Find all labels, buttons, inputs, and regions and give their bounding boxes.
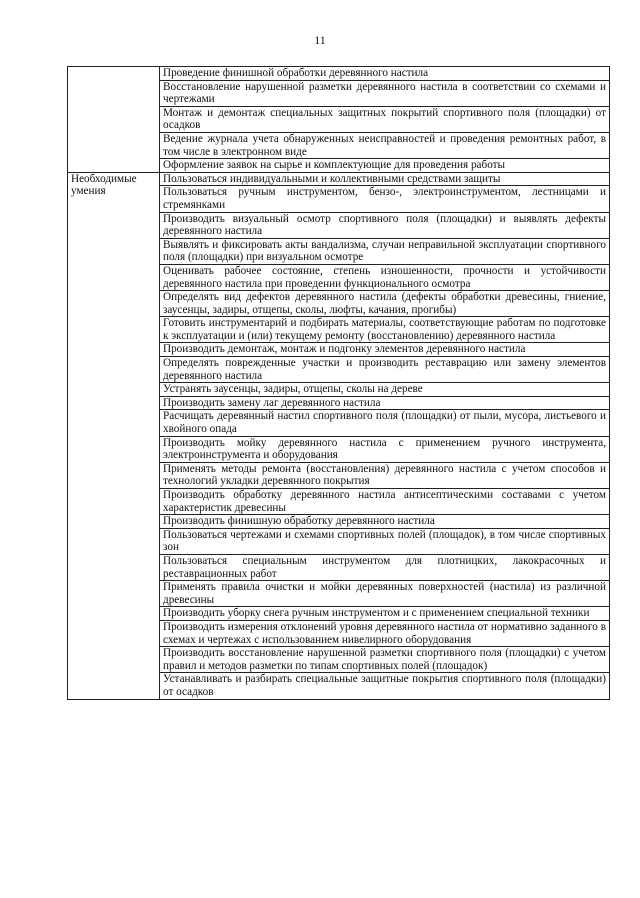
skill-cell: Производить уборку снега ручным инструментом и с применением специальной техники (160, 607, 610, 621)
skill-cell: Выявлять и фиксировать акты вандализма, случаи неправильной эксплуатации спортивного поля (площадки) при визуальном осмотре (160, 238, 610, 264)
skill-cell: Применять правила очистки и мойки деревянных поверхностей (настила) из различной древесины (160, 581, 610, 607)
skill-cell: Производить обработку деревянного настила антисептическими составами с учетом характеристик древесины (160, 489, 610, 515)
skill-cell: Пользоваться индивидуальными и коллективными средствами защиты (160, 172, 610, 186)
skill-cell: Определять вид дефектов деревянного настила (дефекты обработки древесины, гниение, заусенцы, задиры, отщепы, сколы, люфты, качания, прогибы) (160, 291, 610, 317)
skill-cell: Производить демонтаж, монтаж и подгонку элементов деревянного настила (160, 343, 610, 357)
table-row (68, 67, 610, 81)
skill-cell: Устанавливать и разбирать специальные защитные покрытия спортивного поля (площадки) от осадков (160, 673, 610, 699)
skill-cell: Готовить инструментарий и подбирать материалы, соответствующие работам по подготовке к эксплуатации и (или) текущему ремонту (восстановлению) деревянного настила (160, 317, 610, 343)
skill-cell: Производить финишную обработку деревянного настила (160, 515, 610, 529)
skill-cell: Оценивать рабочее состояние, степень изношенности, прочности и устойчивости деревянного настила при проведении функционального осмотра (160, 264, 610, 290)
skill-cell: Устранять заусенцы, задиры, отщепы, сколы на дереве (160, 383, 610, 397)
action-cell: Оформление заявок на сырье и комплектующие для проведения работы (160, 159, 610, 173)
page-number: 11 (314, 33, 326, 47)
skill-cell: Пользоваться чертежами и схемами спортивных полей (площадок), в том числе спортивных зон (160, 528, 610, 554)
skill-cell: Расчищать деревянный настил спортивного поля (площадки) от пыли, мусора, листьевого и хвойного опада (160, 410, 610, 436)
skill-cell: Применять методы ремонта (восстановления) деревянного настила с учетом способов и технологий укладки деревянного покрытия (160, 462, 610, 488)
skill-cell: Производить измерения отклонений уровня деревянного настила от нормативно заданного в схемах и чертежах с использованием нивелирного оборудования (160, 620, 610, 646)
action-cell: Проведение финишной обработки деревянного настила (160, 67, 610, 81)
skill-cell: Производить замену лаг деревянного настила (160, 396, 610, 410)
skill-cell: Пользоваться ручным инструментом, бензо-, электроинструментом, лестницами и стремянками (160, 186, 610, 212)
continued-label-cell (68, 67, 160, 173)
action-cell: Монтаж и демонтаж специальных защитных покрытий спортивного поля (площадки) от осадков (160, 106, 610, 132)
skill-cell: Пользоваться специальным инструментом для плотницких, лакокрасочных и реставрационных работ (160, 554, 610, 580)
skills-label-cell: Необходимые умения (68, 172, 160, 699)
skill-cell: Производить восстановление нарушенной разметки спортивного поля (площадки) с учетом правил и методов разметки по типам спортивных полей (площадок) (160, 647, 610, 673)
skill-cell: Производить визуальный осмотр спортивного поля (площадки) и выявлять дефекты деревянного настила (160, 212, 610, 238)
action-cell: Восстановление нарушенной разметки деревянного настила в соответствии со схемами и чертежами (160, 80, 610, 106)
action-cell: Ведение журнала учета обнаруженных неисправностей и проведения ремонтных работ, в том числе в электронном виде (160, 132, 610, 158)
labor-function-table (67, 66, 610, 700)
skill-cell: Определять поврежденные участки и производить реставрацию или замену элементов деревянного настила (160, 357, 610, 383)
table-row (68, 172, 610, 186)
skill-cell: Производить мойку деревянного настила с применением ручного инструмента, электроинструмента и оборудования (160, 436, 610, 462)
